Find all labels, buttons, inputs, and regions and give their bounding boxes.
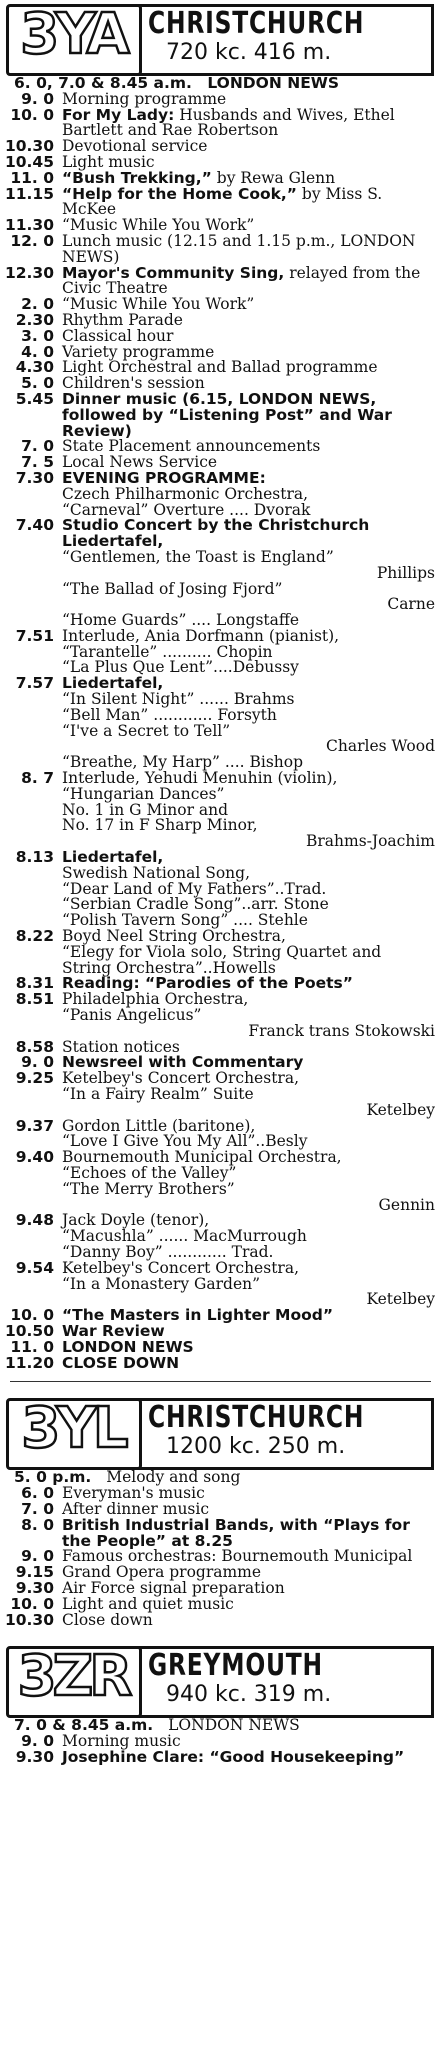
programme-time bbox=[0, 866, 62, 882]
station-header-3ya bbox=[6, 0, 441, 76]
programme-title: For My Lady: Husbands and Wives, Ethel Bartlett and Rae Robertson bbox=[62, 105, 395, 140]
programme-time: 11.20 bbox=[4, 1353, 54, 1372]
programme-time bbox=[0, 582, 62, 598]
programme-title: “In Silent Night” ...... Brahms bbox=[62, 690, 295, 709]
programme-title: Famous orchestras: Bournemouth Municipal bbox=[62, 1547, 413, 1566]
programme-time: 9. 0 bbox=[21, 1732, 54, 1751]
programme-title: “Polish Tavern Song” .... Stehle bbox=[62, 911, 308, 930]
programme-time bbox=[0, 882, 62, 898]
programme-title: “Dear Land of My Fathers”..Trad. bbox=[62, 879, 327, 898]
programme-title: Franck trans Stokowski bbox=[248, 1021, 435, 1040]
programme-title: Variety programme bbox=[62, 342, 215, 361]
programme-title: Children's session bbox=[62, 374, 205, 393]
programme-title: Ketelbey bbox=[366, 1290, 435, 1309]
programme-time bbox=[0, 787, 62, 803]
programme-row bbox=[0, 231, 441, 266]
programme-title: Charles Wood bbox=[326, 737, 435, 756]
programme-time bbox=[0, 708, 62, 724]
programme-title: Liedertafel, bbox=[62, 848, 164, 867]
programme-row bbox=[0, 1179, 441, 1198]
programme-title: Newsreel with Commentary bbox=[62, 1053, 304, 1072]
programme-row bbox=[0, 942, 441, 977]
programme-title: Light music bbox=[62, 152, 155, 171]
programme-title: Lunch music (12.15 and 1.15 p.m., LONDON NEWS) bbox=[62, 231, 416, 266]
station-city: GREYMOUTH bbox=[148, 1648, 323, 1684]
programme-time: 7. 0 & 8.45 a.m. bbox=[14, 1716, 154, 1735]
programme-row bbox=[0, 184, 441, 219]
programme-title: Melody and song bbox=[101, 1468, 241, 1487]
programme-list-3ya bbox=[0, 76, 441, 1371]
programme-time bbox=[0, 897, 62, 913]
programme-time: 7.30 bbox=[15, 468, 54, 487]
programme-title: Morning music bbox=[62, 1732, 181, 1751]
station-logo: 3YL bbox=[21, 1396, 125, 1462]
programme-title: “Music While You Work” bbox=[62, 216, 255, 235]
programme-time: 9.15 bbox=[15, 1563, 54, 1582]
programme-time: 11. 0 bbox=[10, 168, 54, 187]
programme-time: 9.40 bbox=[15, 1148, 54, 1167]
programme-time: 10.30 bbox=[4, 1610, 54, 1629]
programme-title: Reading: “Parodies of the Poets” bbox=[62, 974, 353, 993]
station-logo: 3YA bbox=[20, 2, 126, 67]
programme-title: “Panis Angelicus” bbox=[62, 1006, 202, 1025]
programme-title: Bournemouth Municipal Orchestra, bbox=[62, 1148, 342, 1167]
programme-row bbox=[0, 518, 441, 550]
programme-title: Interlude, Ania Dorfmann (pianist), bbox=[62, 626, 340, 645]
programme-time: 4. 0 bbox=[21, 342, 54, 361]
programme-title: “In a Monastery Garden” bbox=[62, 1274, 261, 1293]
station-logo: 3ZR bbox=[17, 1644, 129, 1710]
programme-time: 9. 0 bbox=[21, 1053, 54, 1072]
programme-time: 5. 0 bbox=[21, 374, 54, 393]
programme-title: “Tarantelle” .......... Chopin bbox=[62, 642, 273, 661]
programme-row bbox=[0, 547, 441, 566]
programme-time: 10.50 bbox=[4, 1321, 54, 1340]
programme-time bbox=[0, 1166, 62, 1182]
station-city: CHRISTCHURCH bbox=[148, 1400, 365, 1436]
programme-time: 11.30 bbox=[4, 216, 54, 235]
programme-time bbox=[0, 803, 62, 819]
programme-time bbox=[0, 597, 62, 613]
programme-title: Studio Concert by the Christchurch Liedertafel, bbox=[62, 516, 370, 551]
programme-title: Ketelbey's Concert Orchestra, bbox=[62, 1069, 299, 1088]
programme-time: 8.22 bbox=[15, 927, 54, 946]
programme-time: 2.30 bbox=[15, 310, 54, 329]
programme-time: 8.13 bbox=[15, 848, 54, 867]
programme-title: “The Ballad of Josing Fjord” bbox=[62, 579, 283, 598]
programme-title: Boyd Neel String Orchestra, bbox=[62, 927, 286, 946]
programme-row bbox=[0, 579, 441, 598]
programme-title: “Help for the Home Cook,” by Miss S. McKee bbox=[62, 184, 383, 219]
programme-list-3zr bbox=[0, 1718, 441, 1765]
programme-row bbox=[0, 1610, 441, 1629]
programme-time: 7. 0 bbox=[21, 437, 54, 456]
programme-time: 7. 0 bbox=[21, 1499, 54, 1518]
programme-title: Grand Opera programme bbox=[62, 1563, 262, 1582]
programme-time bbox=[0, 692, 62, 708]
programme-time: 10.30 bbox=[4, 137, 54, 156]
programme-time: 11. 0 bbox=[10, 1337, 54, 1356]
programme-title: LONDON NEWS bbox=[163, 1716, 300, 1735]
programme-time: 9.25 bbox=[15, 1069, 54, 1088]
programme-list-3yl bbox=[0, 1470, 441, 1628]
programme-title: Classical hour bbox=[62, 326, 174, 345]
programme-time bbox=[0, 1087, 62, 1103]
programme-time: 9.48 bbox=[15, 1211, 54, 1230]
programme-time: 10. 0 bbox=[10, 1594, 54, 1613]
programme-time: 10. 0 bbox=[10, 105, 54, 124]
programme-title: “Serbian Cradle Song”..arr. Stone bbox=[62, 895, 329, 914]
programme-title: “The Merry Brothers” bbox=[62, 1179, 235, 1198]
programme-title: Rhythm Parade bbox=[62, 310, 183, 329]
section-divider bbox=[10, 1381, 431, 1382]
programme-time: 2. 0 bbox=[21, 295, 54, 314]
programme-time bbox=[0, 818, 62, 834]
programme-time: 11.15 bbox=[4, 184, 54, 203]
programme-row bbox=[0, 1515, 441, 1550]
programme-row bbox=[0, 105, 441, 140]
programme-time: 12.30 bbox=[4, 263, 54, 282]
programme-title: “In a Fairy Realm” Suite bbox=[62, 1085, 254, 1103]
programme-title: LONDON NEWS bbox=[62, 1337, 194, 1356]
programme-title: “The Masters in Lighter Mood” bbox=[62, 1306, 334, 1325]
programme-row bbox=[0, 389, 441, 440]
programme-title: Czech Philharmonic Orchestra, bbox=[62, 484, 309, 503]
programme-time bbox=[0, 1229, 62, 1245]
programme-time bbox=[0, 566, 62, 582]
programme-title: Dinner music (6.15, LONDON NEWS, followed by “Listening Post” and War Review) bbox=[62, 389, 392, 440]
programme-title: Swedish National Song, bbox=[62, 863, 251, 882]
programme-time: 6. 0 bbox=[21, 1484, 54, 1503]
programme-title: “Hungarian Dances” bbox=[62, 784, 225, 803]
programme-title: Air Force signal preparation bbox=[62, 1578, 285, 1597]
programme-time: 4.30 bbox=[15, 358, 54, 377]
programme-time: 8. 0 bbox=[21, 1515, 54, 1534]
programme-time bbox=[0, 487, 62, 503]
station-frequency: 940 kc. 319 m. bbox=[166, 1682, 332, 1708]
programme-title: “Elegy for Viola solo, String Quartet and String Orchestra”..Howells bbox=[62, 942, 382, 977]
programme-time: 3. 0 bbox=[21, 326, 54, 345]
programme-title: No. 1 in G Minor and bbox=[62, 800, 229, 819]
programme-row bbox=[0, 1353, 441, 1372]
programme-title: Light and quiet music bbox=[62, 1594, 234, 1613]
programme-time: 8.31 bbox=[15, 974, 54, 993]
programme-title: Gordon Little (baritone), bbox=[62, 1116, 256, 1135]
programme-row bbox=[0, 263, 441, 298]
programme-title: State Placement announcements bbox=[62, 437, 321, 456]
programme-time bbox=[0, 945, 62, 977]
programme-title: “Carneval” Overture .... Dvorak bbox=[62, 500, 311, 519]
programme-time: 6. 0, 7.0 & 8.45 a.m. bbox=[14, 74, 192, 92]
programme-title: “La Plus Que Lent”....Debussy bbox=[62, 658, 299, 677]
programme-time bbox=[0, 1277, 62, 1293]
programme-time bbox=[0, 724, 62, 740]
programme-title: Carne bbox=[387, 595, 435, 614]
programme-title: Liedertafel, bbox=[62, 674, 164, 693]
programme-title: “Home Guards” .... Longstaffe bbox=[62, 611, 300, 630]
programme-time: 12. 0 bbox=[10, 231, 54, 250]
programme-title: Morning programme bbox=[62, 89, 227, 108]
programme-time: 8. 7 bbox=[21, 769, 54, 788]
station-city: CHRISTCHURCH bbox=[148, 6, 365, 41]
programme-time: 7.51 bbox=[15, 626, 54, 645]
programme-title: Gennin bbox=[378, 1195, 435, 1214]
programme-title: Mayor's Community Sing, relayed from the Civic Theatre bbox=[62, 263, 421, 298]
programme-title: British Industrial Bands, with “Plays for the People” at 8.25 bbox=[62, 1515, 410, 1550]
station-header-3yl bbox=[6, 1394, 441, 1470]
programme-row bbox=[0, 1747, 441, 1766]
station-frequency: 1200 kc. 250 m. bbox=[166, 1434, 346, 1460]
programme-title: Phillips bbox=[376, 563, 435, 582]
station-frequency: 720 kc. 416 m. bbox=[166, 40, 332, 65]
programme-title: “Macushla” ...... MacMurrough bbox=[62, 1227, 307, 1246]
programme-title: Ketelbey bbox=[366, 1100, 435, 1119]
programme-title: Jack Doyle (tenor), bbox=[62, 1211, 210, 1230]
programme-time: 8.51 bbox=[15, 990, 54, 1009]
programme-title: Brahms-Joachim bbox=[305, 832, 435, 851]
programme-time: 7. 5 bbox=[21, 453, 54, 472]
programme-time: 8.58 bbox=[15, 1037, 54, 1056]
programme-time: 9.30 bbox=[15, 1578, 54, 1597]
programme-time: 5.45 bbox=[15, 389, 54, 408]
programme-title: Everyman's music bbox=[62, 1484, 205, 1503]
programme-title: Local News Service bbox=[62, 453, 218, 472]
programme-title: “Danny Boy” ............ Trad. bbox=[62, 1242, 274, 1261]
programme-title: Devotional service bbox=[62, 137, 208, 156]
programme-time: 5. 0 p.m. bbox=[14, 1468, 92, 1487]
programme-title: LONDON NEWS bbox=[201, 74, 340, 92]
programme-title: War Review bbox=[62, 1321, 165, 1340]
programme-title: “Music While You Work” bbox=[62, 295, 255, 314]
programme-title: Interlude, Yehudi Menuhin (violin), bbox=[62, 769, 338, 788]
programme-time: 10.45 bbox=[4, 152, 54, 171]
programme-time bbox=[0, 1182, 62, 1198]
programme-time: 9. 0 bbox=[21, 1547, 54, 1566]
programme-title: CLOSE DOWN bbox=[62, 1353, 180, 1372]
programme-title: No. 17 in F Sharp Minor, bbox=[62, 816, 258, 835]
programme-title: After dinner music bbox=[62, 1499, 210, 1518]
programme-time bbox=[0, 739, 62, 755]
programme-time bbox=[0, 1008, 62, 1024]
programme-title: Station notices bbox=[62, 1037, 180, 1056]
programme-time: 10. 0 bbox=[10, 1306, 54, 1325]
programme-title: “Bush Trekking,” by Rewa Glenn bbox=[62, 168, 336, 187]
programme-title: “Echoes of the Valley” bbox=[62, 1163, 237, 1182]
programme-title: Close down bbox=[62, 1610, 153, 1629]
programme-title: “Breathe, My Harp” .... Bishop bbox=[62, 753, 304, 772]
programme-time: 9.30 bbox=[15, 1747, 54, 1766]
programme-time: 9. 0 bbox=[21, 89, 54, 108]
programme-title: EVENING PROGRAMME: bbox=[62, 468, 266, 487]
programme-time bbox=[0, 645, 62, 661]
programme-title: “Gentlemen, the Toast is England” bbox=[62, 547, 334, 566]
programme-title: “Bell Man” ............ Forsyth bbox=[62, 705, 277, 724]
programme-title: Josephine Clare: “Good Housekeeping” bbox=[62, 1747, 405, 1766]
programme-time: 9.54 bbox=[15, 1258, 54, 1277]
programme-title: Ketelbey's Concert Orchestra, bbox=[62, 1258, 299, 1277]
station-header-3zr bbox=[6, 1642, 441, 1718]
programme-time: 7.57 bbox=[15, 674, 54, 693]
programme-time: 9.37 bbox=[15, 1116, 54, 1135]
programme-time bbox=[0, 550, 62, 566]
programme-time: 7.40 bbox=[15, 516, 54, 535]
programme-title: Light Orchestral and Ballad programme bbox=[62, 358, 378, 377]
programme-title: Philadelphia Orchestra, bbox=[62, 990, 249, 1009]
programme-title: “Love I Give You My All”..Besly bbox=[62, 1132, 308, 1151]
programme-title: “I've a Secret to Tell” bbox=[62, 721, 231, 740]
